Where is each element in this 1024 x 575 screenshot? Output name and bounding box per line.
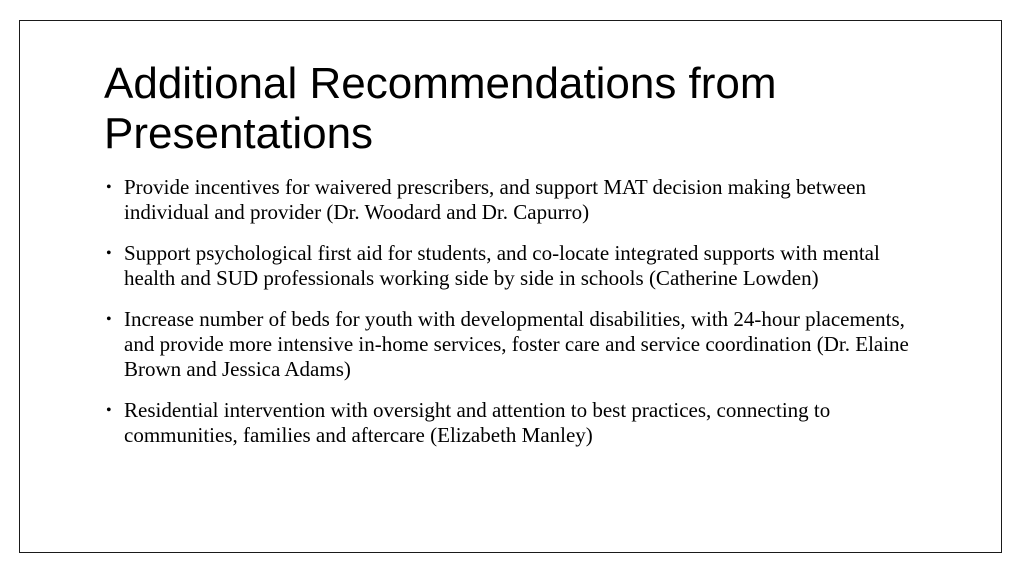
bullet-icon: • (106, 311, 112, 328)
slide-frame (19, 20, 1002, 553)
bullet-text: Residential intervention with oversight and attention to best practices, connecting to communities, families and aftercare (Elizabeth Manley) (124, 398, 831, 447)
bullet-icon: • (106, 179, 112, 196)
bullet-icon: • (106, 245, 112, 262)
bullet-text: Increase number of beds for youth with developmental disabilities, with 24-hour placements, and provide more intensive in-home services, foster care and service coordination (Dr. Elaine Brown and Jessica Adams) (124, 307, 909, 381)
bullet-text: Support psychological first aid for students, and co-locate integrated supports with mental health and SUD professionals working side by side in schools (Catherine Lowden) (124, 241, 880, 290)
bullet-item (106, 307, 926, 382)
bullet-item (106, 398, 926, 448)
bullet-text: Provide incentives for waivered prescribers, and support MAT decision making between individual and provider (Dr. Woodard and Dr. Capurro) (124, 175, 866, 224)
bullet-item (106, 241, 926, 291)
bullet-list (106, 175, 926, 464)
slide-title: Additional Recommendations from Presentations (104, 59, 777, 158)
bullet-item (106, 175, 926, 225)
bullet-icon: • (106, 402, 112, 419)
